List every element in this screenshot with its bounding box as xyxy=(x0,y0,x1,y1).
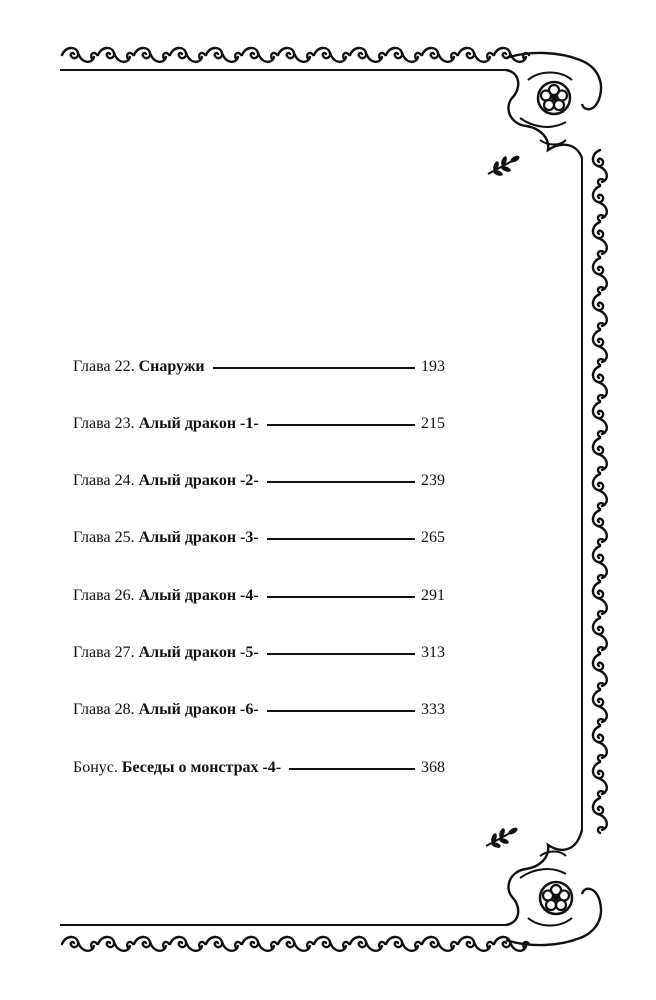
toc-entry xyxy=(73,638,445,668)
toc-entry xyxy=(73,695,445,725)
dot-leader xyxy=(267,653,415,655)
toc-entry-prefix: Глава 24. xyxy=(73,472,135,489)
toc-entry xyxy=(73,523,445,553)
toc-entry-prefix: Бонус. xyxy=(73,759,118,776)
toc-entry xyxy=(73,409,445,439)
leaf-sprig-icon xyxy=(488,154,521,177)
toc-entry-title: Беседы о монстрах -4- xyxy=(121,759,282,776)
toc-entry xyxy=(73,352,445,382)
dot-leader xyxy=(267,596,415,598)
dot-leader xyxy=(267,538,415,540)
flourish-border-top xyxy=(60,48,529,70)
dot-leader xyxy=(267,710,415,712)
leaf-sprig-icon xyxy=(486,826,519,849)
toc-entry-prefix: Глава 26. xyxy=(73,587,135,604)
corner-ornament-bottom-right xyxy=(506,830,601,945)
toc-entry-page: 368 xyxy=(421,759,445,776)
toc-entry-title: Алый дракон -4- xyxy=(138,587,259,604)
toc-entry xyxy=(73,581,445,611)
dot-leader xyxy=(267,424,415,426)
dot-leader xyxy=(213,367,415,369)
toc-entry-title: Алый дракон -2- xyxy=(138,472,259,489)
corner-flower-icon xyxy=(540,882,572,914)
toc-entry-page: 333 xyxy=(421,701,445,718)
corner-ornament-top-right xyxy=(506,53,601,158)
toc-entry-title: Снаружи xyxy=(138,358,205,375)
toc-entry-page: 193 xyxy=(421,358,445,375)
toc-entry-page: 215 xyxy=(421,415,445,432)
toc-entry-title: Алый дракон -5- xyxy=(138,644,259,661)
toc-entry-page: 313 xyxy=(421,644,445,661)
corner-flower-icon xyxy=(538,82,570,114)
dot-leader xyxy=(267,481,415,483)
toc-entry-prefix: Глава 25. xyxy=(73,529,135,546)
toc-entry-title: Алый дракон -3- xyxy=(138,529,259,546)
toc-entry-prefix: Глава 27. xyxy=(73,644,135,661)
flourish-border-bottom xyxy=(60,925,529,951)
toc-entry xyxy=(73,466,445,496)
dot-leader xyxy=(289,768,415,770)
toc-entry-prefix: Глава 28. xyxy=(73,701,135,718)
toc-entry-page: 239 xyxy=(421,472,445,489)
flourish-border-right xyxy=(582,150,607,833)
toc-entry-prefix: Глава 23. xyxy=(73,415,135,432)
toc-entry-title: Алый дракон -1- xyxy=(138,415,259,432)
toc-entry-title: Алый дракон -6- xyxy=(138,701,259,718)
toc-entry xyxy=(73,753,445,783)
toc-entry-page: 291 xyxy=(421,587,445,604)
toc-entry-prefix: Глава 22. xyxy=(73,358,135,375)
toc-entry-page: 265 xyxy=(421,529,445,546)
